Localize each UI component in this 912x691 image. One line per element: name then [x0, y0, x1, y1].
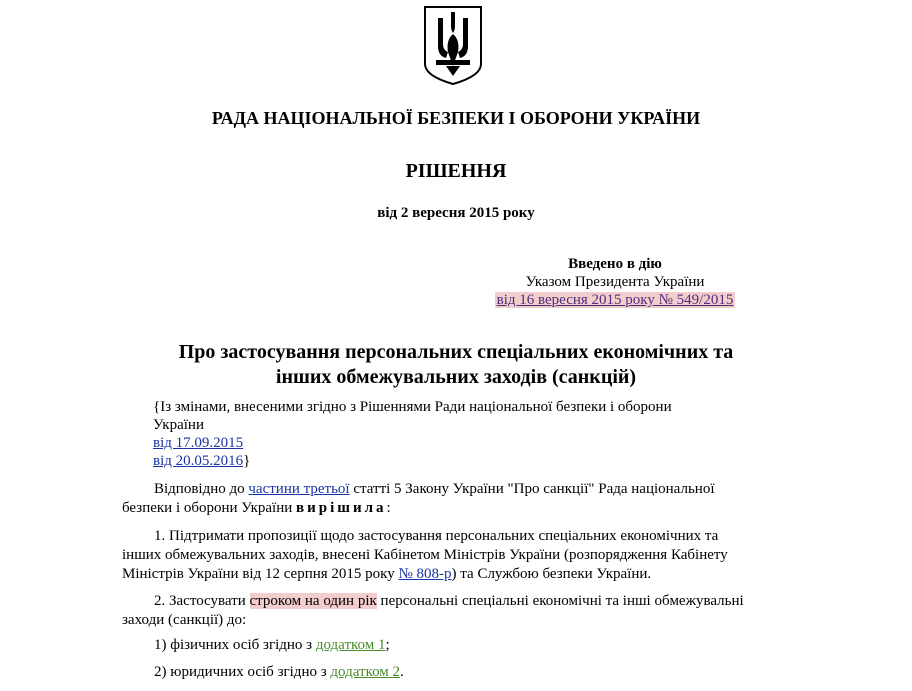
sub-item-2: 2) юридичних осіб згідно з додатком 2. — [154, 664, 404, 680]
item-2-paragraph: 2. Застосувати строком на один рік персональні спеціальні економічні та інші обмежувальні заходи (санкції) до: — [122, 593, 744, 628]
duration-highlight: строком на один рік — [249, 593, 377, 609]
item-1-paragraph: 1. Підтримати пропозиції щодо застосування персональних спеціальних економічних та інших обмежувальних заходів, внесені Кабінетом Міністрів України (розпорядження Кабінету Міністрів України від 12 серпня 2015 року № 808-р) та Службою безпеки України. — [122, 528, 728, 582]
document-date: від 2 вересня 2015 року — [377, 205, 535, 221]
heading-line-2: інших обмежувальних заходів (санкцій) — [275, 366, 637, 388]
amendments-line-2: України — [153, 417, 204, 433]
amendment-link-2016[interactable]: від 20.05.2016 — [153, 453, 244, 469]
amendments-note — [153, 398, 733, 470]
amendment-link-2015[interactable]: від 17.09.2015 — [153, 435, 244, 451]
order-808-link[interactable]: № 808-р — [398, 566, 452, 582]
law-part-link[interactable]: частини третьої — [248, 481, 350, 497]
heading-line-1: Про застосування персональних спеціальних економічних та — [178, 341, 734, 363]
annex-2-link[interactable]: додатком 2 — [330, 664, 401, 680]
annex-1-link[interactable]: додатком 1 — [315, 637, 386, 653]
decided-word: вирішила — [296, 500, 387, 516]
sub-item-1: 1) фізичних осіб згідно з додатком 1; — [154, 637, 390, 653]
document-type: РІШЕННЯ — [405, 160, 507, 182]
enactment-decree-link[interactable]: від 16 вересня 2015 року № 549/2015 — [496, 292, 734, 308]
enactment-subtitle: Указом Президента України — [525, 274, 705, 290]
amendments-closing: } — [243, 453, 251, 469]
document-heading — [100, 340, 812, 390]
enactment-title: Введено в дію — [568, 256, 662, 272]
intro-paragraph: Відповідно до частини третьої статті 5 Закону України "Про санкції" Рада національної безпеки і оборони України вирішила: — [122, 481, 715, 516]
trident-emblem-icon — [422, 4, 484, 86]
organization-title: РАДА НАЦІОНАЛЬНОЇ БЕЗПЕКИ І ОБОРОНИ УКРАЇНИ — [211, 108, 701, 128]
amendments-line-1: {Із змінами, внесеними згідно з Рішеннями Ради національної безпеки і оборони — [153, 399, 672, 415]
